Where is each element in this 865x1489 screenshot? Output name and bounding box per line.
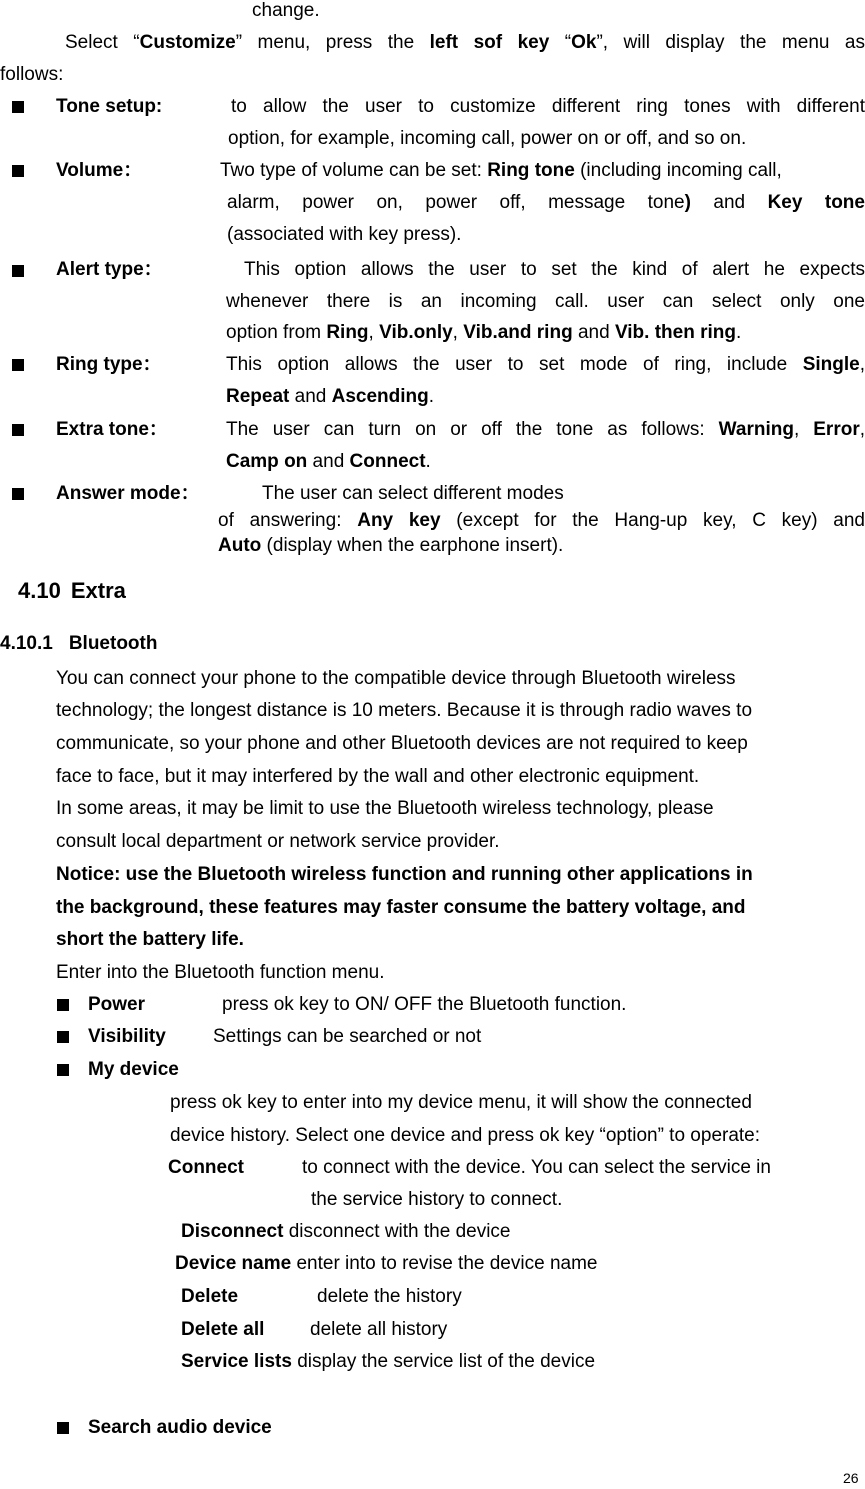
service-lists-label: Service lists [181, 1351, 292, 1372]
alert-type-desc-2: whenever there is an incoming call. user can select only one [226, 291, 865, 312]
body-line: communicate, so your phone and other Bluetooth devices are not required to keep [56, 733, 748, 754]
square-bullet-icon [57, 1422, 69, 1434]
section-title: Extra [70, 578, 126, 603]
answer-mode-desc-1: The user can select different modes [262, 483, 564, 504]
delete-desc: delete the history [317, 1286, 462, 1307]
square-bullet-icon [12, 488, 24, 500]
volume-desc-1: Two type of volume can be set: Ring tone (including incoming call, [220, 160, 782, 181]
body-line: consult local department or network service provider. [56, 831, 500, 852]
alert-type-desc-3: option from Ring, Vib.only, Vib.and ring and Vib. then ring. [226, 322, 742, 343]
disconnect-item [181, 1221, 511, 1243]
delete-all-label: Delete all [181, 1319, 265, 1340]
service-lists-item [181, 1351, 595, 1373]
subsection-heading [0, 633, 157, 655]
delete-label: Delete [181, 1286, 239, 1307]
page-number: 26 [843, 1470, 859, 1486]
connect-desc-1: to connect with the device. You can select the service in [302, 1157, 771, 1178]
volume-desc-3: (associated with key press). [227, 224, 462, 245]
square-bullet-icon [57, 999, 69, 1011]
tone-setup-label: Tone setup: [56, 96, 163, 117]
delete-all-desc: delete all history [310, 1319, 448, 1340]
power-desc: press ok key to ON/ OFF the Bluetooth function. [222, 994, 627, 1015]
tone-setup-desc-2: option, for example, incoming call, power on or off, and so on. [228, 128, 747, 149]
ring-type-label: Ring type： [56, 354, 162, 375]
power-label: Power [88, 994, 146, 1015]
search-audio-device-label: Search audio device [88, 1417, 272, 1438]
square-bullet-icon [12, 359, 24, 371]
device-name-label: Device name [175, 1253, 292, 1274]
ring-type-desc-1: This option allows the user to set mode of ring, include Single, [226, 354, 865, 375]
square-bullet-icon [57, 1031, 69, 1043]
square-bullet-icon [12, 165, 24, 177]
disconnect-desc: disconnect with the device [283, 1221, 511, 1242]
square-bullet-icon [12, 265, 24, 277]
service-lists-desc: display the service list of the device [291, 1351, 596, 1372]
extra-tone-desc-1: The user can turn on or off the tone as follows: Warning, Error, [226, 419, 865, 440]
visibility-desc: Settings can be searched or not [213, 1026, 482, 1047]
tone-setup-desc-1: to allow the user to customize different ring tones with different [231, 96, 865, 117]
notice-line: Notice: use the Bluetooth wireless function and running other applications in [56, 864, 753, 885]
continued-text: change. [252, 0, 320, 21]
body-line: Enter into the Bluetooth function menu. [56, 962, 385, 983]
subsection-number: 4.10.1 [0, 633, 53, 654]
body-line: You can connect your phone to the compatible device through Bluetooth wireless [56, 668, 736, 689]
intro-continuation: follows: [0, 64, 64, 85]
section-number: 4.10 [18, 578, 61, 603]
volume-label: Volume： [56, 160, 143, 181]
subsection-title: Bluetooth [68, 633, 158, 654]
device-name-item [175, 1253, 597, 1275]
answer-mode-desc-2: of answering: Any key (except for the Hang-up key, C key) and [218, 510, 865, 531]
answer-mode-label: Answer mode： [56, 483, 200, 504]
extra-tone-desc-2: Camp on and Connect. [226, 451, 431, 472]
answer-mode-desc-3: Auto (display when the earphone insert). [218, 535, 564, 556]
body-line: In some areas, it may be limit to use the Bluetooth wireless technology, please [56, 798, 714, 819]
section-heading [18, 580, 126, 602]
square-bullet-icon [12, 101, 24, 113]
body-line: face to face, but it may interfered by the wall and other electronic equipment. [56, 766, 700, 787]
notice-line: short the battery life. [56, 929, 244, 950]
intro-line: Select “Customize” menu, press the left sof key “Ok”, will display the menu as [65, 32, 865, 53]
alert-type-label: Alert type： [56, 259, 163, 280]
connect-label: Connect [168, 1157, 244, 1178]
square-bullet-icon [57, 1064, 69, 1076]
extra-tone-label: Extra tone： [56, 419, 168, 440]
connect-desc-2: the service history to connect. [311, 1189, 563, 1210]
body-line: technology; the longest distance is 10 meters. Because it is through radio waves to [56, 700, 753, 721]
notice-line: the background, these features may faster consume the battery voltage, and [56, 897, 746, 918]
my-device-desc-2: device history. Select one device and press ok key “option” to operate: [170, 1125, 761, 1146]
volume-desc-2: alarm, power on, power off, message tone) and Key tone [227, 192, 865, 213]
my-device-desc-1: press ok key to enter into my device menu, it will show the connected [170, 1092, 752, 1113]
my-device-label: My device [88, 1059, 179, 1080]
ring-type-desc-2: Repeat and Ascending. [226, 386, 435, 407]
square-bullet-icon [12, 424, 24, 436]
device-name-desc: enter into to revise the device name [291, 1253, 598, 1274]
alert-type-desc-1: This option allows the user to set the kind of alert he expects [244, 259, 865, 280]
visibility-label: Visibility [88, 1026, 166, 1047]
disconnect-label: Disconnect [181, 1221, 284, 1242]
